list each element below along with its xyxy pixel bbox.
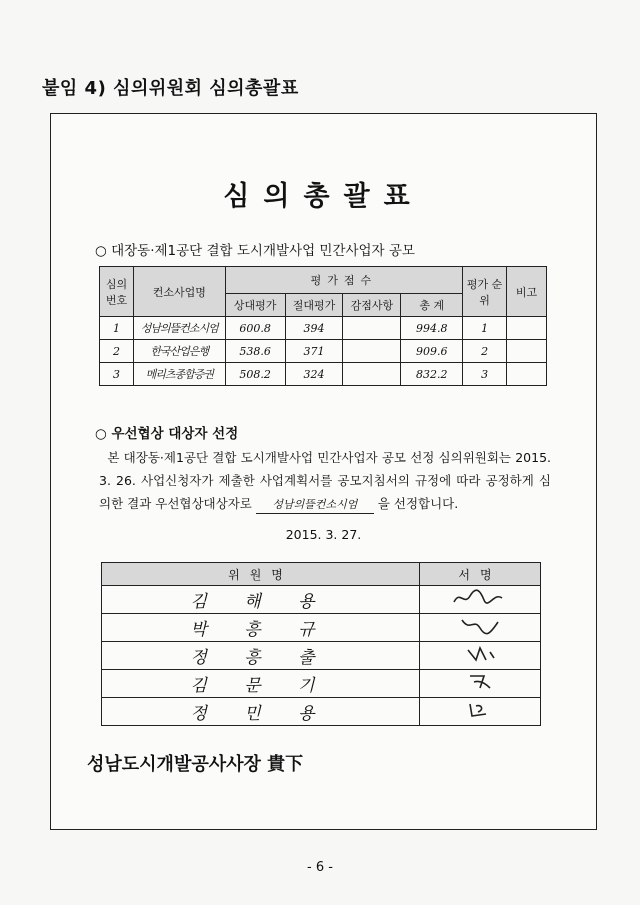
cell-deduction [343, 363, 401, 386]
table-row [100, 363, 547, 386]
committee-table [101, 562, 541, 726]
header-score: 평가점수 [225, 267, 463, 294]
member-name: 김 문 기 [102, 670, 420, 698]
member-name: 박 흥 규 [102, 614, 420, 642]
table-row [100, 317, 547, 340]
signature [420, 698, 541, 726]
decision-date: 2015. 3. 27. [285, 527, 362, 542]
cell-consortium: 한국산업은행 [133, 340, 225, 363]
member-name: 정 흥 출 [102, 642, 420, 670]
cell-number: 2 [100, 340, 134, 363]
cell-note [507, 363, 547, 386]
cell-absolute: 324 [285, 363, 343, 386]
section-project-title: ○ 대장동·제1공단 결합 도시개발사업 민간사업자 공모 [95, 243, 415, 259]
page-number: - 6 - [307, 860, 333, 875]
member-name: 정 민 용 [102, 698, 420, 726]
section-selection-title: ○ 우선협상 대상자 선정 [95, 426, 239, 442]
paragraph-text: 본 대장동·제1공단 결합 도시개발사업 민간사업자 공모 선정 심의위원회는 2015. 3. 26. 사업신청자가 제출한 사업계획서를 공모지침서의 규정에 따라 공정하게 심의한 결과 우선협상대상자로 [99, 450, 551, 511]
cell-relative: 600.8 [225, 317, 285, 340]
cell-relative: 538.6 [225, 340, 285, 363]
member-name: 김 해 용 [102, 586, 420, 614]
header-note: 비고 [507, 267, 547, 317]
header-consortium: 컨소사업명 [133, 267, 225, 317]
header-total: 총 계 [401, 294, 463, 317]
cell-total: 832.2 [401, 363, 463, 386]
cell-deduction [343, 317, 401, 340]
member-row [102, 642, 541, 670]
signature [420, 586, 541, 614]
attachment-heading: 붙임 4) 심의위원회 심의총괄표 [42, 78, 299, 99]
document-title: 심의총괄표 [223, 181, 424, 212]
header-deduction: 감점사항 [343, 294, 401, 317]
member-row [102, 670, 541, 698]
cell-rank: 2 [463, 340, 507, 363]
header-member-name: 위원명 [102, 563, 420, 586]
cell-rank: 3 [463, 363, 507, 386]
member-row [102, 698, 541, 726]
member-row [102, 586, 541, 614]
header-absolute: 절대평가 [285, 294, 343, 317]
signature [420, 614, 541, 642]
paragraph-ending: 을 선정합니다. [377, 496, 459, 511]
cell-consortium: 메리츠종합증권 [133, 363, 225, 386]
signature [420, 670, 541, 698]
cell-consortium: 성남의뜰컨소시엄 [133, 317, 225, 340]
cell-note [507, 340, 547, 363]
addressee: 성남도시개발공사사장 貴下 [87, 754, 304, 775]
cell-relative: 508.2 [225, 363, 285, 386]
member-row [102, 614, 541, 642]
cell-number: 3 [100, 363, 134, 386]
selection-paragraph [99, 446, 551, 515]
header-rank: 평가 순위 [463, 267, 507, 317]
cell-number: 1 [100, 317, 134, 340]
cell-total: 909.6 [401, 340, 463, 363]
signature [420, 642, 541, 670]
selected-bidder-name: 성남의뜰컨소시엄 [256, 497, 374, 514]
evaluation-table [99, 266, 547, 386]
cell-note [507, 317, 547, 340]
cell-deduction [343, 340, 401, 363]
header-signature: 서명 [420, 563, 541, 586]
header-relative: 상대평가 [225, 294, 285, 317]
cell-rank: 1 [463, 317, 507, 340]
cell-absolute: 394 [285, 317, 343, 340]
cell-absolute: 371 [285, 340, 343, 363]
header-number: 심의 번호 [100, 267, 134, 317]
document-frame [50, 113, 597, 830]
table-row [100, 340, 547, 363]
cell-total: 994.8 [401, 317, 463, 340]
